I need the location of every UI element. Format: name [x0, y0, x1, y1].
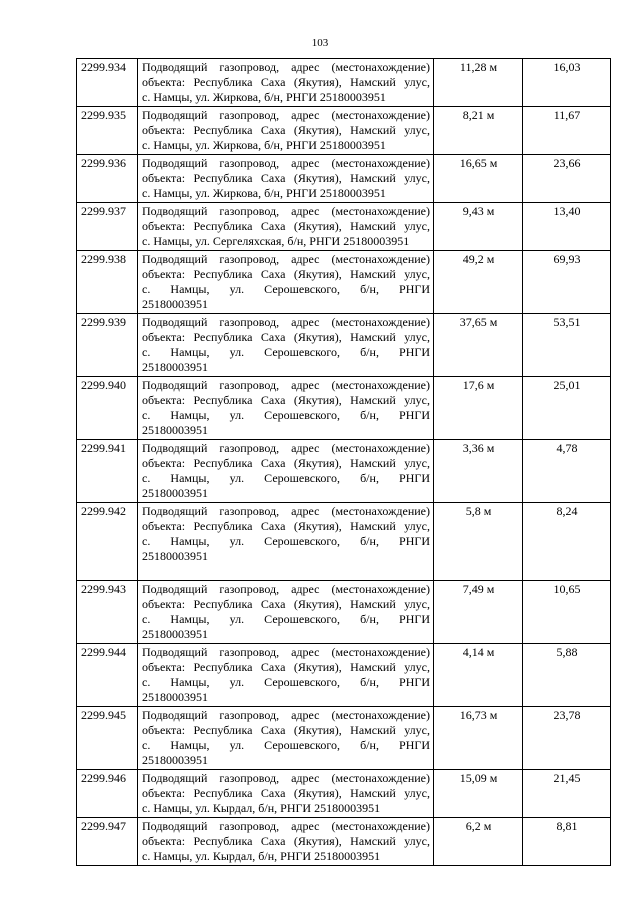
- description-line: Подводящий газопровод, адрес (местонахождение): [142, 645, 430, 659]
- row-number-cell: 2299.937: [77, 203, 138, 251]
- row-number-cell: 2299.934: [77, 59, 138, 107]
- description-cell: [138, 581, 434, 644]
- length-cell: 7,49 м: [434, 581, 523, 644]
- row-number-cell: 2299.938: [77, 251, 138, 314]
- value-cell: 23,78: [523, 707, 611, 770]
- value-cell: 10,65: [523, 581, 611, 644]
- value-cell: 21,45: [523, 770, 611, 818]
- value-cell: 13,40: [523, 203, 611, 251]
- value-cell: 11,67: [523, 107, 611, 155]
- description-cell: [138, 818, 434, 866]
- description-line: с. Намцы, ул. Серошевского, б/н, РНГИ: [142, 612, 430, 626]
- value-cell: 5,88: [523, 644, 611, 707]
- table-row: [77, 770, 611, 818]
- description-cell: [138, 203, 434, 251]
- value-cell: 8,81: [523, 818, 611, 866]
- description-line: с. Намцы, ул. Жиркова, б/н, РНГИ 25180003951: [142, 90, 386, 104]
- value-cell: 53,51: [523, 314, 611, 377]
- description-line: Подводящий газопровод, адрес (местонахождение): [142, 771, 430, 785]
- description-line: Подводящий газопровод, адрес (местонахождение): [142, 252, 430, 266]
- description-line: объекта: Республика Саха (Якутия), Намский улус,: [142, 786, 430, 800]
- description-line: Подводящий газопровод, адрес (местонахождение): [142, 504, 430, 518]
- length-cell: 9,43 м: [434, 203, 523, 251]
- description-line: 25180003951: [142, 753, 208, 767]
- table-row: [77, 644, 611, 707]
- description-cell: [138, 503, 434, 581]
- length-cell: 5,8 м: [434, 503, 523, 581]
- description-line: объекта: Республика Саха (Якутия), Намский улус,: [142, 267, 430, 281]
- description-line: Подводящий газопровод, адрес (местонахождение): [142, 204, 430, 218]
- description-line: с. Намцы, ул. Серошевского, б/н, РНГИ: [142, 471, 430, 485]
- value-cell: 25,01: [523, 377, 611, 440]
- description-line: Подводящий газопровод, адрес (местонахождение): [142, 156, 430, 170]
- length-cell: 11,28 м: [434, 59, 523, 107]
- table-row: [77, 59, 611, 107]
- description-line: 25180003951: [142, 690, 208, 704]
- description-line: объекта: Республика Саха (Якутия), Намский улус,: [142, 219, 430, 233]
- registry-table-body: [77, 59, 611, 866]
- row-number-cell: 2299.941: [77, 440, 138, 503]
- length-cell: 16,73 м: [434, 707, 523, 770]
- length-cell: 6,2 м: [434, 818, 523, 866]
- length-cell: 3,36 м: [434, 440, 523, 503]
- description-line: Подводящий газопровод, адрес (местонахождение): [142, 60, 430, 74]
- length-cell: 49,2 м: [434, 251, 523, 314]
- description-cell: [138, 440, 434, 503]
- description-line: Подводящий газопровод, адрес (местонахождение): [142, 378, 430, 392]
- description-line: с. Намцы, ул. Кырдал, б/н, РНГИ 25180003951: [142, 849, 381, 863]
- row-number-cell: 2299.946: [77, 770, 138, 818]
- description-cell: [138, 107, 434, 155]
- description-line: Подводящий газопровод, адрес (местонахождение): [142, 819, 430, 833]
- description-line: 25180003951: [142, 549, 208, 563]
- description-line: с. Намцы, ул. Серошевского, б/н, РНГИ: [142, 282, 430, 296]
- description-line: с. Намцы, ул. Сергеляхская, б/н, РНГИ 25180003951: [142, 234, 410, 248]
- description-line: 25180003951: [142, 486, 208, 500]
- table-row: [77, 818, 611, 866]
- value-cell: 69,93: [523, 251, 611, 314]
- description-line: с. Намцы, ул. Серошевского, б/н, РНГИ: [142, 675, 430, 689]
- table-row: [77, 581, 611, 644]
- description-line: объекта: Республика Саха (Якутия), Намский улус,: [142, 834, 430, 848]
- length-cell: 15,09 м: [434, 770, 523, 818]
- length-cell: 37,65 м: [434, 314, 523, 377]
- description-line: 25180003951: [142, 627, 208, 641]
- description-line: 25180003951: [142, 297, 208, 311]
- row-number-cell: 2299.942: [77, 503, 138, 581]
- description-cell: [138, 155, 434, 203]
- row-number-cell: 2299.945: [77, 707, 138, 770]
- table-row: [77, 440, 611, 503]
- description-line: объекта: Республика Саха (Якутия), Намский улус,: [142, 393, 430, 407]
- description-line: с. Намцы, ул. Жиркова, б/н, РНГИ 25180003951: [142, 138, 386, 152]
- description-line: 25180003951: [142, 423, 208, 437]
- description-cell: [138, 251, 434, 314]
- description-cell: [138, 377, 434, 440]
- description-cell: [138, 770, 434, 818]
- description-line: объекта: Республика Саха (Якутия), Намский улус,: [142, 123, 430, 137]
- description-line: объекта: Республика Саха (Якутия), Намский улус,: [142, 519, 430, 533]
- value-cell: 4,78: [523, 440, 611, 503]
- length-cell: 8,21 м: [434, 107, 523, 155]
- table-row: [77, 107, 611, 155]
- length-cell: 17,6 м: [434, 377, 523, 440]
- description-line: Подводящий газопровод, адрес (местонахождение): [142, 708, 430, 722]
- description-line: объекта: Республика Саха (Якутия), Намский улус,: [142, 597, 430, 611]
- description-cell: [138, 314, 434, 377]
- table-row: [77, 251, 611, 314]
- row-number-cell: 2299.944: [77, 644, 138, 707]
- description-cell: [138, 59, 434, 107]
- description-line: с. Намцы, ул. Серошевского, б/н, РНГИ: [142, 534, 430, 548]
- description-line: объекта: Республика Саха (Якутия), Намский улус,: [142, 75, 430, 89]
- row-number-cell: 2299.943: [77, 581, 138, 644]
- value-cell: 23,66: [523, 155, 611, 203]
- description-line: объекта: Республика Саха (Якутия), Намский улус,: [142, 660, 430, 674]
- page-number: 103: [311, 37, 329, 49]
- value-cell: 16,03: [523, 59, 611, 107]
- description-line: Подводящий газопровод, адрес (местонахождение): [142, 582, 430, 596]
- description-line: Подводящий газопровод, адрес (местонахождение): [142, 315, 430, 329]
- description-line: объекта: Республика Саха (Якутия), Намский улус,: [142, 330, 430, 344]
- description-line: с. Намцы, ул. Жиркова, б/н, РНГИ 25180003951: [142, 186, 386, 200]
- description-line: с. Намцы, ул. Серошевского, б/н, РНГИ: [142, 738, 430, 752]
- description-line: Подводящий газопровод, адрес (местонахождение): [142, 108, 430, 122]
- table-row: [77, 314, 611, 377]
- table-row: [77, 377, 611, 440]
- row-number-cell: 2299.947: [77, 818, 138, 866]
- row-number-cell: 2299.936: [77, 155, 138, 203]
- description-cell: [138, 707, 434, 770]
- value-cell: 8,24: [523, 503, 611, 581]
- table-row: [77, 707, 611, 770]
- table-row: [77, 155, 611, 203]
- description-line: объекта: Республика Саха (Якутия), Намский улус,: [142, 723, 430, 737]
- row-number-cell: 2299.939: [77, 314, 138, 377]
- registry-table: [76, 58, 611, 866]
- row-number-cell: 2299.940: [77, 377, 138, 440]
- length-cell: 4,14 м: [434, 644, 523, 707]
- description-line: с. Намцы, ул. Серошевского, б/н, РНГИ: [142, 345, 430, 359]
- table-row: [77, 203, 611, 251]
- row-number-cell: 2299.935: [77, 107, 138, 155]
- length-cell: 16,65 м: [434, 155, 523, 203]
- description-line: 25180003951: [142, 360, 208, 374]
- description-line: Подводящий газопровод, адрес (местонахождение): [142, 441, 430, 455]
- description-line: с. Намцы, ул. Серошевского, б/н, РНГИ: [142, 408, 430, 422]
- description-line: объекта: Республика Саха (Якутия), Намский улус,: [142, 171, 430, 185]
- description-line: с. Намцы, ул. Кырдал, б/н, РНГИ 25180003951: [142, 801, 381, 815]
- description-line: объекта: Республика Саха (Якутия), Намский улус,: [142, 456, 430, 470]
- description-cell: [138, 644, 434, 707]
- table-row: [77, 503, 611, 581]
